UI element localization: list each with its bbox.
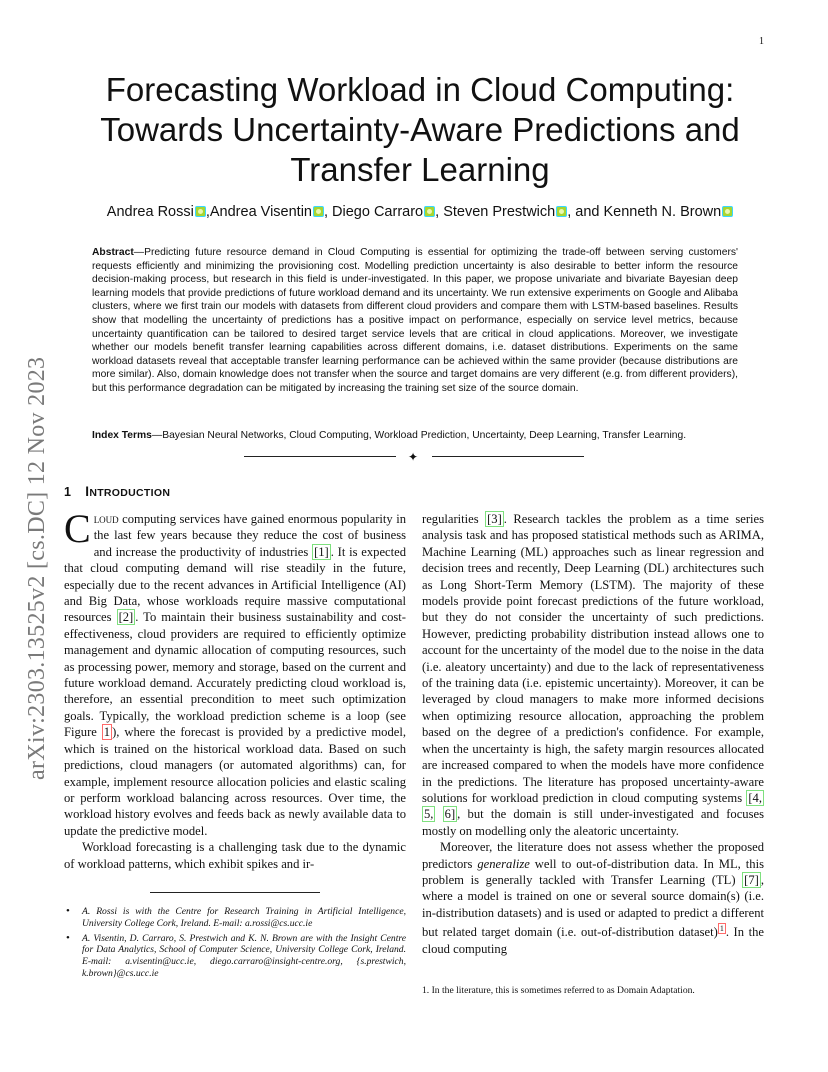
author-list	[80, 202, 760, 222]
text-run: , but the domain is still under-investigated and focuses mostly on modelling only the aleatoric uncertainty.	[422, 807, 764, 838]
author-name: Andrea Rossi	[106, 204, 194, 220]
paragraph	[422, 511, 764, 839]
author-separator: ,	[435, 204, 444, 220]
author-separator: , and	[567, 204, 604, 220]
author-affiliation-footnotes	[64, 906, 406, 983]
orcid-icon[interactable]	[556, 206, 567, 217]
footnote-rule	[150, 892, 320, 893]
section-heading	[64, 484, 170, 499]
footnote-item: • A. Rossi is with the Centre for Research Training in Artificial Intelligence, University College Cork, Ireland. E-mail: a.rossi@cs.ucc.ie	[82, 906, 406, 930]
footnote: 1. In the literature, this is sometimes referred to as Domain Adaptation.	[422, 985, 695, 996]
citation-link[interactable]: 6]	[444, 807, 456, 822]
paragraph	[422, 839, 764, 957]
body-column-left	[64, 506, 407, 872]
orcid-icon[interactable]	[424, 206, 435, 217]
text-run: . Research tackles the problem as a time series analysis task and has proposed statistical methods such as ARIMA, Machine Learning (ML) approaches such as linear regression and decision trees and recently, Deep Learning (DL) architectures such as Long Short-Term Memory (LSTM). The majority of these models provide point forecast predictions of the future workload, but they do not consider the uncertainty of such predictions. However, predicting probability distribution instead allows one to account for the uncertainty of the model due to the noise in the data (i.e. aleatory uncertainty) and due to the lack of representativeness of the training data (i.e. epistemic uncertainty). Moreover, it can be leveraged by cloud managers to make more informed decisions when optimizing resource allocation, approaching the problem based on the degree of a prediction's confidence. For example, when the uncertainty is high, the safety margin resources allocated are increased compared to when the models have more confidence in the predictions. The literature has proposed uncertainty-aware solutions for workload prediction in cloud computing systems	[422, 512, 765, 805]
footnote-link[interactable]: 1	[719, 924, 724, 934]
section-separator	[244, 450, 584, 464]
text-run: computing services have gained enormous popularity in the last few years because they reduce the cost of business and increase the productivity of industries	[93, 512, 406, 559]
orcid-icon[interactable]	[722, 206, 733, 217]
text-run: . To maintain their business sustainability and cost-effectiveness, cloud providers are required to efficiently optimize management and dynamic allocation of computing resources, such as processing power, memory and storage, based on the current and future workload demand. Accurately predicting cloud workload is, therefore, an essential precondition to meet such optimization goals. Typically, the workload prediction scheme is a loop (see Figure	[64, 610, 406, 740]
body-column-right	[422, 511, 764, 957]
text-run: regularities	[422, 512, 486, 526]
section-title-rest: NTRODUCTION	[89, 487, 171, 499]
text-run: ), where the forecast is provided by a predictive model, which is trained on the historical workload data. Based on such predictions, cloud managers (or automated algorithms) can, for example, implement resource allocation policies and elastic scaling or perform workload balancing across resources. Over time, the workload history evolves and feeds back as newly available data to update the predictive model.	[64, 725, 406, 838]
index-terms-dash: —	[151, 430, 163, 441]
author-name: Kenneth N. Brown	[603, 204, 722, 220]
abstract	[92, 246, 738, 396]
abstract-label: Abstract	[92, 247, 134, 258]
separator-line	[244, 456, 396, 457]
emphasis: generalize	[477, 856, 530, 871]
diamond-icon: ✦	[408, 450, 419, 464]
citation-link[interactable]: [2]	[118, 610, 134, 625]
citation-link[interactable]: 5,	[424, 807, 434, 822]
orcid-icon[interactable]	[313, 206, 324, 217]
citation-link[interactable]: [1]	[314, 544, 329, 559]
section-number: 1	[64, 485, 72, 499]
text-run: . It is expected that cloud computing demand will rise steadily in the future, especially due to the recent advances in Artificial Intelligence (AI) and Big Data, whose workloads require massive computational resources	[64, 544, 407, 625]
separator-line	[432, 456, 584, 457]
abstract-dash: —	[133, 247, 145, 258]
citation-link[interactable]: [3]	[487, 512, 502, 526]
figure-link[interactable]: 1	[103, 725, 111, 740]
paragraph	[64, 506, 407, 839]
author-name: Andrea Visentin	[209, 204, 312, 220]
author-separator: ,	[205, 204, 210, 220]
page-number: 1	[759, 36, 764, 47]
paper-title: Forecasting Workload in Cloud Computing: Towards Uncertainty-Aware Predictions and Transfer Learning	[100, 71, 740, 188]
index-terms-text: Bayesian Neural Networks, Cloud Computing, Workload Prediction, Uncertainty, Deep Learning, Transfer Learning.	[162, 430, 687, 441]
arxiv-identifier-stamp[interactable]: arXiv:2303.13525v2 [cs.DC] 12 Nov 2023	[24, 356, 50, 780]
index-terms	[92, 429, 738, 443]
author-separator: ,	[323, 204, 333, 220]
section-title-initial: I	[85, 484, 90, 499]
author-name: Steven Prestwich	[443, 204, 556, 220]
author-name: Diego Carraro	[332, 204, 424, 220]
footnote-item: • A. Visentin, D. Carraro, S. Prestwich and K. N. Brown are with the Insight Centre for Data Analytics, School of Computer Science, University College Cork, Ireland. E-mail: a.visentin@ucc.ie, diego.carraro@insight-centre.org, {s.prestwich, k.brown}@cs.ucc.ie	[82, 933, 406, 980]
paragraph: Workload forecasting is a challenging task due to the dynamic of workload patterns, which exhibit spikes and ir-	[64, 840, 406, 871]
index-terms-label: Index Terms	[92, 430, 152, 441]
text-run: . In the cloud computing	[422, 925, 764, 956]
abstract-text: Predicting future resource demand in Cloud Computing is essential for optimizing the trade-off between serving customers' requests efficiently and minimizing the provisioning cost. Modelling prediction uncertainty is also desirable to better inform the resource decision-making process, but research in this field is under-investigated. In this paper, we propose univariate and bivariate Bayesian deep learning models that provide predictions of future workload demand and its uncertainty. We run extensive experiments on Google and Alibaba clusters, where we first train our models with datasets from different cloud providers and compare them with LSTM-based baselines. Results show that modelling the uncertainty of predictions has a positive impact on performance, especially on service level metrics, because uncertainty quantification can be tailored to desired target service levels that are critical in cloud applications. Moreover, we investigate whether our models benefit transfer learning capabilities across different domains, i.e. dataset distributions. Experiments on the same workload datasets reveal that acceptable transfer learning performance can be achieved within the same provider (because distributions are more similar). Also, domain knowledge does not transfer when the source and target domains are very different (e.g. from different providers), but this performance degradation can be mitigated by increasing the training set size of the source domain.	[92, 247, 738, 394]
text-run: well to out-of-distribution data. In ML, this problem is generally tackled with Transfer Learning (TL)	[422, 856, 764, 887]
drop-cap: C	[64, 506, 91, 551]
citation-link[interactable]: [7]	[744, 872, 759, 887]
small-caps-word: loud	[93, 512, 119, 526]
orcid-icon[interactable]	[195, 206, 206, 217]
citation-link[interactable]: [4,	[748, 790, 762, 805]
text-run: , where a model is trained on one or several source domain(s) (i.e. in-distribution datasets) and is used or adapted to predict a different but related target domain (i.e. out-of-distribution dataset)	[422, 872, 764, 940]
text-run: Moreover, the literature does not assess whether the proposed predictors	[422, 840, 764, 871]
